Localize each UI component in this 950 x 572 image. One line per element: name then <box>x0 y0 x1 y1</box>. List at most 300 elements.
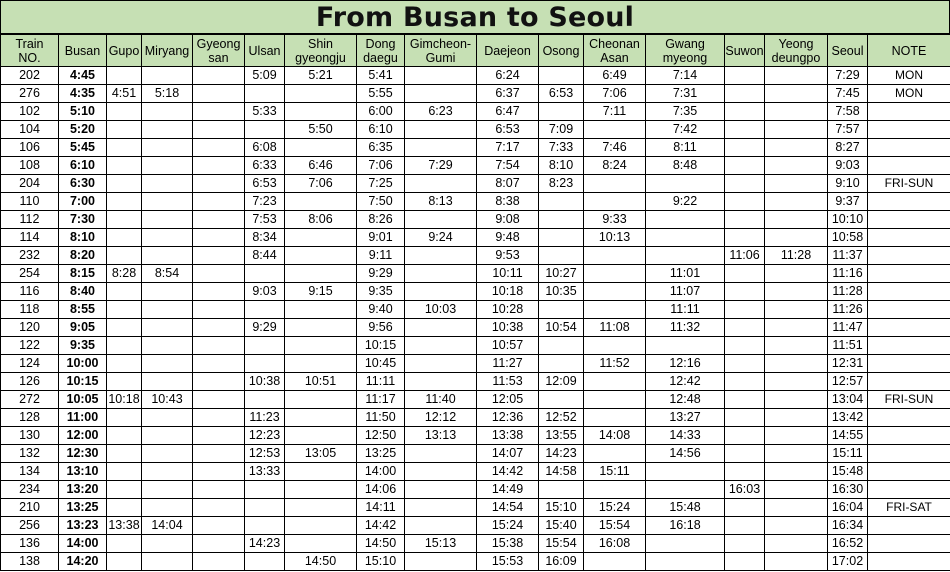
time-cell-daejeon: 6:53 <box>477 121 539 139</box>
time-cell-seoul: 15:48 <box>828 463 868 481</box>
time-cell-cheonanasan: 14:08 <box>584 427 646 445</box>
time-cell-dongdaegu: 11:17 <box>357 391 405 409</box>
time-cell-seoul: 9:03 <box>828 157 868 175</box>
time-cell-yeongdeungpo <box>765 391 828 409</box>
table-row <box>1 553 950 571</box>
time-cell-busan: 13:20 <box>59 481 107 499</box>
time-cell-shingyeongju <box>285 391 357 409</box>
time-cell-osong <box>539 229 584 247</box>
note-cell <box>868 409 950 427</box>
time-cell-daejeon: 10:57 <box>477 337 539 355</box>
time-cell-seoul: 7:29 <box>828 67 868 85</box>
time-cell-gwangmyeong <box>646 211 725 229</box>
time-cell-gyeongsan <box>193 445 245 463</box>
time-cell-dongdaegu: 9:40 <box>357 301 405 319</box>
time-cell-gwangmyeong: 11:32 <box>646 319 725 337</box>
timetable-header <box>1 35 950 67</box>
time-cell-gwangmyeong: 11:01 <box>646 265 725 283</box>
train-number-cell: 134 <box>1 463 59 481</box>
timetable <box>0 34 950 571</box>
time-cell-daejeon: 6:47 <box>477 103 539 121</box>
column-header-label: NO. <box>18 50 41 65</box>
time-cell-dongdaegu: 6:35 <box>357 139 405 157</box>
time-cell-suwon <box>725 517 765 535</box>
time-cell-busan: 5:45 <box>59 139 107 157</box>
time-cell-busan: 10:15 <box>59 373 107 391</box>
time-cell-yeongdeungpo <box>765 103 828 121</box>
column-header-gyeongsan <box>193 35 245 67</box>
time-cell-cheonanasan <box>584 175 646 193</box>
time-cell-daejeon: 9:53 <box>477 247 539 265</box>
time-cell-daejeon: 10:18 <box>477 283 539 301</box>
time-cell-gyeongsan <box>193 67 245 85</box>
time-cell-ulsan: 6:33 <box>245 157 285 175</box>
time-cell-shingyeongju: 5:21 <box>285 67 357 85</box>
time-cell-gyeongsan <box>193 103 245 121</box>
time-cell-gupo: 13:38 <box>107 517 142 535</box>
time-cell-cheonanasan <box>584 553 646 571</box>
column-header-suwon <box>725 35 765 67</box>
time-cell-dongdaegu: 8:26 <box>357 211 405 229</box>
time-cell-osong: 14:23 <box>539 445 584 463</box>
column-header-label: deungpo <box>771 50 821 65</box>
train-number-cell: 276 <box>1 85 59 103</box>
time-cell-suwon <box>725 175 765 193</box>
time-cell-gyeongsan <box>193 301 245 319</box>
time-cell-gupo <box>107 319 142 337</box>
time-cell-ulsan: 6:53 <box>245 175 285 193</box>
time-cell-seoul: 12:57 <box>828 373 868 391</box>
time-cell-gwangmyeong <box>646 247 725 265</box>
time-cell-shingyeongju <box>285 337 357 355</box>
time-cell-dongdaegu: 14:00 <box>357 463 405 481</box>
time-cell-gyeongsan <box>193 247 245 265</box>
time-cell-dongdaegu: 15:10 <box>357 553 405 571</box>
train-number-cell: 122 <box>1 337 59 355</box>
time-cell-gimcheongumi: 11:40 <box>405 391 477 409</box>
time-cell-ulsan <box>245 121 285 139</box>
time-cell-cheonanasan: 15:11 <box>584 463 646 481</box>
note-cell: FRI-SUN <box>868 175 950 193</box>
note-cell <box>868 103 950 121</box>
time-cell-gwangmyeong: 13:27 <box>646 409 725 427</box>
time-cell-yeongdeungpo <box>765 427 828 445</box>
time-cell-dongdaegu: 10:45 <box>357 355 405 373</box>
note-cell <box>868 463 950 481</box>
time-cell-gyeongsan <box>193 175 245 193</box>
time-cell-daejeon: 14:49 <box>477 481 539 499</box>
time-cell-seoul: 11:37 <box>828 247 868 265</box>
time-cell-yeongdeungpo <box>765 157 828 175</box>
time-cell-busan: 13:10 <box>59 463 107 481</box>
table-row <box>1 301 950 319</box>
time-cell-busan: 9:05 <box>59 319 107 337</box>
table-row <box>1 157 950 175</box>
time-cell-daejeon: 10:28 <box>477 301 539 319</box>
time-cell-gyeongsan <box>193 427 245 445</box>
note-cell <box>868 481 950 499</box>
time-cell-shingyeongju <box>285 463 357 481</box>
time-cell-yeongdeungpo <box>765 337 828 355</box>
time-cell-suwon <box>725 319 765 337</box>
train-number-cell: 232 <box>1 247 59 265</box>
time-cell-osong <box>539 337 584 355</box>
time-cell-dongdaegu: 5:55 <box>357 85 405 103</box>
time-cell-cheonanasan: 6:49 <box>584 67 646 85</box>
time-cell-osong: 7:33 <box>539 139 584 157</box>
time-cell-busan: 13:25 <box>59 499 107 517</box>
time-cell-busan: 7:00 <box>59 193 107 211</box>
train-number-cell: 126 <box>1 373 59 391</box>
time-cell-daejeon: 15:24 <box>477 517 539 535</box>
time-cell-shingyeongju <box>285 265 357 283</box>
time-cell-suwon <box>725 139 765 157</box>
table-row <box>1 499 950 517</box>
time-cell-gimcheongumi: 8:13 <box>405 193 477 211</box>
time-cell-gupo <box>107 211 142 229</box>
time-cell-yeongdeungpo <box>765 481 828 499</box>
time-cell-busan: 6:30 <box>59 175 107 193</box>
time-cell-miryang <box>142 103 193 121</box>
time-cell-gimcheongumi <box>405 175 477 193</box>
time-cell-busan: 8:40 <box>59 283 107 301</box>
time-cell-gimcheongumi: 9:24 <box>405 229 477 247</box>
time-cell-gupo: 4:51 <box>107 85 142 103</box>
time-cell-gwangmyeong: 11:11 <box>646 301 725 319</box>
time-cell-daejeon: 11:27 <box>477 355 539 373</box>
time-cell-yeongdeungpo <box>765 535 828 553</box>
train-number-cell: 202 <box>1 67 59 85</box>
time-cell-gwangmyeong <box>646 337 725 355</box>
time-cell-gyeongsan <box>193 139 245 157</box>
column-header-label: Gumi <box>425 50 456 65</box>
time-cell-shingyeongju <box>285 481 357 499</box>
time-cell-yeongdeungpo <box>765 175 828 193</box>
time-cell-suwon <box>725 391 765 409</box>
train-number-cell: 124 <box>1 355 59 373</box>
time-cell-gyeongsan <box>193 337 245 355</box>
time-cell-osong: 15:54 <box>539 535 584 553</box>
time-cell-ulsan <box>245 355 285 373</box>
column-header-label: Osong <box>542 43 580 58</box>
time-cell-gupo <box>107 283 142 301</box>
column-header-label: gyeongju <box>295 50 346 65</box>
time-cell-suwon <box>725 211 765 229</box>
time-cell-gyeongsan <box>193 283 245 301</box>
table-row <box>1 175 950 193</box>
time-cell-osong <box>539 301 584 319</box>
note-cell: FRI-SAT <box>868 499 950 517</box>
time-cell-gupo: 8:28 <box>107 265 142 283</box>
time-cell-gimcheongumi <box>405 355 477 373</box>
header-row <box>1 35 950 67</box>
time-cell-seoul: 12:31 <box>828 355 868 373</box>
time-cell-seoul: 7:58 <box>828 103 868 121</box>
time-cell-yeongdeungpo <box>765 139 828 157</box>
time-cell-cheonanasan: 15:54 <box>584 517 646 535</box>
time-cell-osong <box>539 67 584 85</box>
time-cell-gwangmyeong: 15:48 <box>646 499 725 517</box>
time-cell-ulsan: 7:23 <box>245 193 285 211</box>
train-number-cell: 210 <box>1 499 59 517</box>
time-cell-gwangmyeong: 9:22 <box>646 193 725 211</box>
time-cell-yeongdeungpo <box>765 211 828 229</box>
time-cell-daejeon: 14:54 <box>477 499 539 517</box>
time-cell-miryang: 5:18 <box>142 85 193 103</box>
time-cell-daejeon: 9:48 <box>477 229 539 247</box>
time-cell-yeongdeungpo <box>765 67 828 85</box>
time-cell-ulsan <box>245 499 285 517</box>
time-cell-dongdaegu: 7:25 <box>357 175 405 193</box>
time-cell-miryang <box>142 247 193 265</box>
time-cell-cheonanasan <box>584 283 646 301</box>
time-cell-ulsan: 7:53 <box>245 211 285 229</box>
table-row <box>1 409 950 427</box>
time-cell-daejeon: 15:53 <box>477 553 539 571</box>
note-cell <box>868 553 950 571</box>
time-cell-osong <box>539 391 584 409</box>
column-header-label: Yeong <box>778 36 814 51</box>
table-row <box>1 211 950 229</box>
time-cell-busan: 8:10 <box>59 229 107 247</box>
time-cell-busan: 8:15 <box>59 265 107 283</box>
time-cell-suwon <box>725 85 765 103</box>
time-cell-shingyeongju <box>285 409 357 427</box>
time-cell-gimcheongumi <box>405 445 477 463</box>
time-cell-gimcheongumi: 10:03 <box>405 301 477 319</box>
time-cell-gyeongsan <box>193 157 245 175</box>
time-cell-suwon <box>725 499 765 517</box>
time-cell-gwangmyeong <box>646 463 725 481</box>
time-cell-busan: 10:05 <box>59 391 107 409</box>
time-cell-gwangmyeong <box>646 175 725 193</box>
column-header-label: Suwon <box>725 43 764 58</box>
time-cell-cheonanasan: 15:24 <box>584 499 646 517</box>
time-cell-yeongdeungpo <box>765 85 828 103</box>
time-cell-cheonanasan: 11:08 <box>584 319 646 337</box>
time-cell-osong: 13:55 <box>539 427 584 445</box>
column-header-label: daegu <box>363 50 398 65</box>
time-cell-daejeon: 7:54 <box>477 157 539 175</box>
time-cell-busan: 5:10 <box>59 103 107 121</box>
time-cell-osong: 12:52 <box>539 409 584 427</box>
time-cell-gwangmyeong: 14:33 <box>646 427 725 445</box>
time-cell-gyeongsan <box>193 391 245 409</box>
time-cell-gupo <box>107 139 142 157</box>
time-cell-shingyeongju <box>285 499 357 517</box>
time-cell-daejeon: 6:37 <box>477 85 539 103</box>
time-cell-osong: 14:58 <box>539 463 584 481</box>
column-header-miryang <box>142 35 193 67</box>
time-cell-osong: 7:09 <box>539 121 584 139</box>
time-cell-cheonanasan: 7:46 <box>584 139 646 157</box>
train-number-cell: 128 <box>1 409 59 427</box>
time-cell-suwon <box>725 337 765 355</box>
time-cell-gimcheongumi <box>405 265 477 283</box>
time-cell-gyeongsan <box>193 517 245 535</box>
column-header-seoul <box>828 35 868 67</box>
time-cell-yeongdeungpo <box>765 229 828 247</box>
time-cell-seoul: 7:45 <box>828 85 868 103</box>
time-cell-gupo <box>107 445 142 463</box>
time-cell-dongdaegu: 7:06 <box>357 157 405 175</box>
time-cell-gwangmyeong: 11:07 <box>646 283 725 301</box>
time-cell-yeongdeungpo <box>765 121 828 139</box>
time-cell-seoul: 16:04 <box>828 499 868 517</box>
time-cell-gimcheongumi <box>405 85 477 103</box>
time-cell-daejeon: 10:11 <box>477 265 539 283</box>
time-cell-osong: 16:09 <box>539 553 584 571</box>
time-cell-busan: 13:23 <box>59 517 107 535</box>
time-cell-gupo <box>107 355 142 373</box>
timetable-body <box>1 67 950 571</box>
time-cell-busan: 10:00 <box>59 355 107 373</box>
time-cell-gwangmyeong: 12:16 <box>646 355 725 373</box>
time-cell-ulsan: 9:29 <box>245 319 285 337</box>
time-cell-shingyeongju <box>285 229 357 247</box>
column-header-label: Daejeon <box>484 43 531 58</box>
column-header-gwangmyeong <box>646 35 725 67</box>
train-number-cell: 114 <box>1 229 59 247</box>
table-row <box>1 517 950 535</box>
time-cell-gwangmyeong: 12:48 <box>646 391 725 409</box>
time-cell-miryang <box>142 499 193 517</box>
table-row <box>1 103 950 121</box>
time-cell-gwangmyeong: 8:11 <box>646 139 725 157</box>
time-cell-miryang <box>142 175 193 193</box>
time-cell-miryang: 8:54 <box>142 265 193 283</box>
time-cell-dongdaegu: 12:50 <box>357 427 405 445</box>
table-row <box>1 391 950 409</box>
time-cell-suwon <box>725 373 765 391</box>
time-cell-osong <box>539 211 584 229</box>
time-cell-miryang <box>142 121 193 139</box>
column-header-note <box>868 35 950 67</box>
time-cell-gwangmyeong <box>646 481 725 499</box>
time-cell-gupo <box>107 481 142 499</box>
time-cell-busan: 6:10 <box>59 157 107 175</box>
time-cell-cheonanasan: 7:06 <box>584 85 646 103</box>
time-cell-seoul: 11:51 <box>828 337 868 355</box>
column-header-gimcheongumi <box>405 35 477 67</box>
time-cell-ulsan <box>245 85 285 103</box>
time-cell-busan: 7:30 <box>59 211 107 229</box>
time-cell-gwangmyeong: 16:18 <box>646 517 725 535</box>
table-row <box>1 373 950 391</box>
time-cell-seoul: 9:37 <box>828 193 868 211</box>
column-header-yeongdeungpo <box>765 35 828 67</box>
time-cell-suwon <box>725 229 765 247</box>
time-cell-ulsan: 13:33 <box>245 463 285 481</box>
time-cell-busan: 14:20 <box>59 553 107 571</box>
time-cell-ulsan: 10:38 <box>245 373 285 391</box>
time-cell-gupo <box>107 409 142 427</box>
note-cell <box>868 301 950 319</box>
time-cell-daejeon: 11:53 <box>477 373 539 391</box>
time-cell-busan: 4:45 <box>59 67 107 85</box>
time-cell-daejeon: 7:17 <box>477 139 539 157</box>
time-cell-shingyeongju <box>285 103 357 121</box>
time-cell-miryang <box>142 319 193 337</box>
table-row <box>1 67 950 85</box>
note-cell <box>868 355 950 373</box>
table-row <box>1 247 950 265</box>
time-cell-daejeon: 8:07 <box>477 175 539 193</box>
time-cell-gimcheongumi <box>405 517 477 535</box>
column-header-osong <box>539 35 584 67</box>
time-cell-cheonanasan: 16:08 <box>584 535 646 553</box>
note-cell <box>868 283 950 301</box>
column-header-shingyeongju <box>285 35 357 67</box>
time-cell-daejeon: 6:24 <box>477 67 539 85</box>
time-cell-daejeon: 14:07 <box>477 445 539 463</box>
time-cell-busan: 8:20 <box>59 247 107 265</box>
time-cell-gyeongsan <box>193 535 245 553</box>
time-cell-suwon <box>725 535 765 553</box>
time-cell-gimcheongumi: 12:12 <box>405 409 477 427</box>
time-cell-shingyeongju <box>285 301 357 319</box>
time-cell-dongdaegu: 9:11 <box>357 247 405 265</box>
time-cell-daejeon: 15:38 <box>477 535 539 553</box>
table-row <box>1 445 950 463</box>
time-cell-suwon: 16:03 <box>725 481 765 499</box>
time-cell-cheonanasan: 11:52 <box>584 355 646 373</box>
time-cell-seoul: 8:27 <box>828 139 868 157</box>
time-cell-gupo <box>107 229 142 247</box>
column-header-label: Busan <box>64 43 101 58</box>
time-cell-ulsan: 14:23 <box>245 535 285 553</box>
train-number-cell: 104 <box>1 121 59 139</box>
time-cell-gwangmyeong: 7:42 <box>646 121 725 139</box>
time-cell-seoul: 10:10 <box>828 211 868 229</box>
time-cell-seoul: 17:02 <box>828 553 868 571</box>
time-cell-dongdaegu: 14:50 <box>357 535 405 553</box>
time-cell-gyeongsan <box>193 355 245 373</box>
time-cell-seoul: 16:30 <box>828 481 868 499</box>
time-cell-gupo <box>107 553 142 571</box>
time-cell-gwangmyeong: 8:48 <box>646 157 725 175</box>
time-cell-dongdaegu: 9:56 <box>357 319 405 337</box>
column-header-label: Gupo <box>108 43 140 58</box>
column-header-label: Ulsan <box>248 43 281 58</box>
time-cell-osong: 10:54 <box>539 319 584 337</box>
time-cell-miryang <box>142 373 193 391</box>
time-cell-gyeongsan <box>193 193 245 211</box>
time-cell-suwon <box>725 427 765 445</box>
time-cell-miryang <box>142 67 193 85</box>
train-number-cell: 116 <box>1 283 59 301</box>
train-number-cell: 234 <box>1 481 59 499</box>
time-cell-yeongdeungpo: 11:28 <box>765 247 828 265</box>
time-cell-ulsan <box>245 301 285 319</box>
time-cell-gupo <box>107 193 142 211</box>
time-cell-seoul: 13:04 <box>828 391 868 409</box>
train-number-cell: 110 <box>1 193 59 211</box>
time-cell-gupo <box>107 121 142 139</box>
time-cell-suwon <box>725 265 765 283</box>
time-cell-cheonanasan: 9:33 <box>584 211 646 229</box>
time-cell-dongdaegu: 9:29 <box>357 265 405 283</box>
time-cell-osong: 10:35 <box>539 283 584 301</box>
time-cell-gupo <box>107 373 142 391</box>
table-row <box>1 481 950 499</box>
time-cell-ulsan: 5:09 <box>245 67 285 85</box>
time-cell-daejeon: 9:08 <box>477 211 539 229</box>
note-cell <box>868 427 950 445</box>
time-cell-cheonanasan <box>584 265 646 283</box>
time-cell-dongdaegu: 10:15 <box>357 337 405 355</box>
time-cell-seoul: 16:52 <box>828 535 868 553</box>
